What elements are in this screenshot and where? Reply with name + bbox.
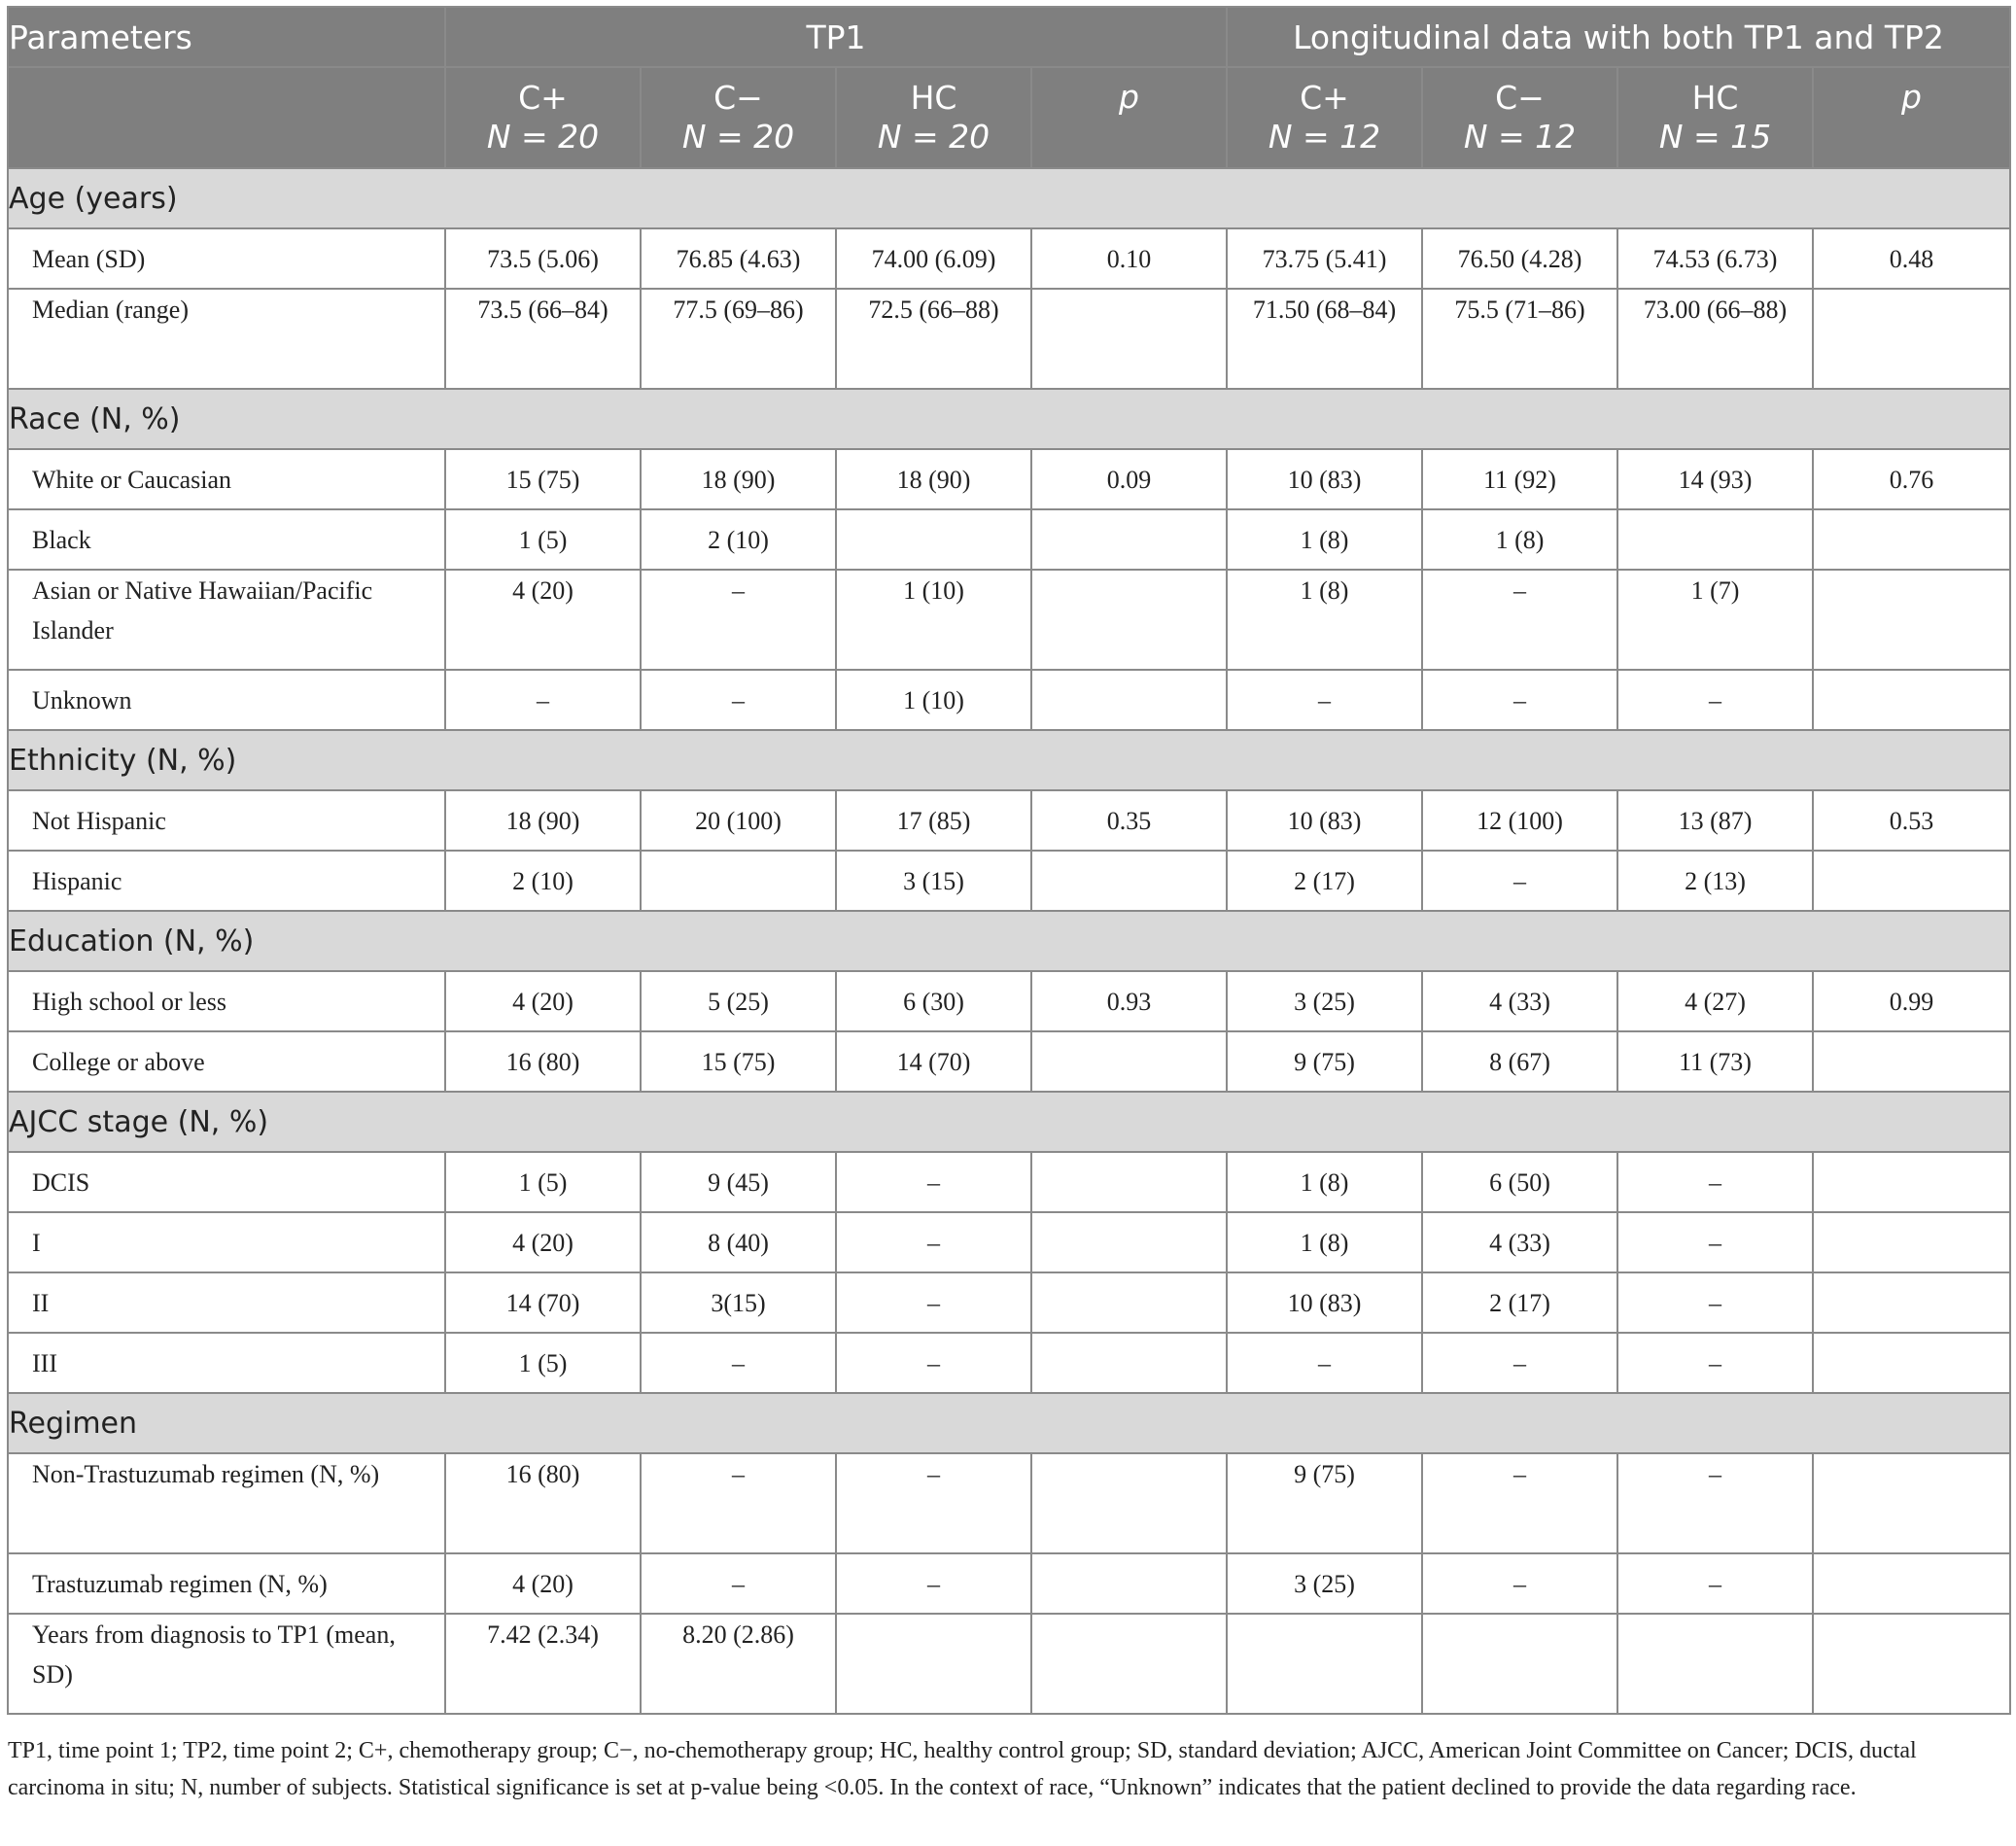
long-value-cell: 71.50 (68–84)	[1227, 289, 1422, 389]
table-row	[8, 1152, 2010, 1212]
tp1-value-cell: 1 (10)	[836, 570, 1031, 670]
group-name: HC	[1691, 79, 1739, 117]
group-name: HC	[910, 79, 957, 117]
tp1-p-value-cell: 0.09	[1031, 449, 1227, 509]
tp1-p-value-cell	[1031, 1272, 1227, 1333]
tp1-value-cell: 17 (85)	[836, 790, 1031, 851]
long-value-cell: 1 (7)	[1617, 570, 1813, 670]
header-row-2	[8, 67, 2010, 168]
long-p-value-cell: 0.99	[1813, 971, 2010, 1031]
tp1-value-cell: –	[641, 570, 836, 670]
tp1-value-cell: –	[836, 1553, 1031, 1614]
tp1-value-cell	[836, 1614, 1031, 1714]
tp1-value-cell: 1 (10)	[836, 670, 1031, 730]
header-longitudinal: Longitudinal data with both TP1 and TP2	[1227, 7, 2010, 67]
tp1-value-cell: 14 (70)	[445, 1272, 641, 1333]
table-row	[8, 1212, 2010, 1272]
tp1-value-cell: –	[445, 670, 641, 730]
section-header-row	[8, 1092, 2010, 1152]
tp1-value-cell: 16 (80)	[445, 1031, 641, 1092]
long-value-cell	[1617, 509, 1813, 570]
long-p-value-cell	[1813, 1333, 2010, 1393]
tp1-value-cell: 4 (20)	[445, 1212, 641, 1272]
tp1-value-cell: 9 (45)	[641, 1152, 836, 1212]
header-empty-cell	[8, 67, 445, 168]
long-value-cell	[1422, 1614, 1617, 1714]
long-value-cell: –	[1617, 1272, 1813, 1333]
row-label: Hispanic	[8, 851, 445, 911]
table-row	[8, 670, 2010, 730]
row-label: Trastuzumab regimen (N, %)	[8, 1553, 445, 1614]
row-label: II	[8, 1272, 445, 1333]
table-row	[8, 570, 2010, 670]
tp1-value-cell: –	[836, 1272, 1031, 1333]
row-label: High school or less	[8, 971, 445, 1031]
tp1-value-cell: –	[641, 1553, 836, 1614]
table-row	[8, 1031, 2010, 1092]
tp1-p-value-cell	[1031, 851, 1227, 911]
long-p-value-cell	[1813, 1553, 2010, 1614]
header-row-1	[8, 7, 2010, 67]
tp1-p-value-cell	[1031, 1453, 1227, 1553]
tp1-p-value-cell: 0.10	[1031, 228, 1227, 289]
long-p-value-cell: 0.76	[1813, 449, 2010, 509]
long-value-cell: 4 (33)	[1422, 971, 1617, 1031]
long-value-cell: 1 (8)	[1227, 570, 1422, 670]
row-label: DCIS	[8, 1152, 445, 1212]
demographics-table	[7, 6, 2011, 1715]
group-n: N = 12	[1268, 118, 1381, 156]
section-header-row	[8, 389, 2010, 449]
long-value-cell: 9 (75)	[1227, 1453, 1422, 1553]
long-value-cell: 75.5 (71–86)	[1422, 289, 1617, 389]
section-title: Ethnicity (N, %)	[8, 730, 2010, 790]
tp1-value-cell: 73.5 (66–84)	[445, 289, 641, 389]
long-p-value-cell: 0.48	[1813, 228, 2010, 289]
tp1-p-value-cell	[1031, 1031, 1227, 1092]
row-label: Mean (SD)	[8, 228, 445, 289]
long-value-cell: –	[1617, 1453, 1813, 1553]
tp1-value-cell: 4 (20)	[445, 971, 641, 1031]
tp1-value-cell: 1 (5)	[445, 509, 641, 570]
tp1-p-value-cell: 0.35	[1031, 790, 1227, 851]
long-value-cell: 11 (73)	[1617, 1031, 1813, 1092]
table-row	[8, 971, 2010, 1031]
tp1-value-cell: 16 (80)	[445, 1453, 641, 1553]
long-value-cell	[1617, 1614, 1813, 1714]
tp1-p-value-cell	[1031, 1333, 1227, 1393]
section-title: Regimen	[8, 1393, 2010, 1453]
group-name: C+	[1300, 79, 1349, 117]
tp1-p-value-cell	[1031, 570, 1227, 670]
row-label: Non-Trastuzumab regimen (N, %)	[8, 1453, 445, 1553]
tp1-value-cell: 73.5 (5.06)	[445, 228, 641, 289]
long-value-cell: 4 (27)	[1617, 971, 1813, 1031]
long-value-cell: 11 (92)	[1422, 449, 1617, 509]
tp1-value-cell: 8 (40)	[641, 1212, 836, 1272]
tp1-value-cell: 20 (100)	[641, 790, 836, 851]
header-tp1: TP1	[445, 7, 1227, 67]
tp1-value-cell: 15 (75)	[641, 1031, 836, 1092]
long-value-cell: 3 (25)	[1227, 971, 1422, 1031]
table-row	[8, 228, 2010, 289]
tp1-p-value-cell	[1031, 1152, 1227, 1212]
tp1-value-cell: 74.00 (6.09)	[836, 228, 1031, 289]
tp1-p-value-cell	[1031, 1614, 1227, 1714]
long-p-value-cell	[1813, 289, 2010, 389]
section-header-row	[8, 911, 2010, 971]
table-row	[8, 289, 2010, 389]
tp1-value-cell: –	[836, 1333, 1031, 1393]
long-value-cell: –	[1617, 1212, 1813, 1272]
tp1-value-cell: 5 (25)	[641, 971, 836, 1031]
long-value-cell: 1 (8)	[1227, 1212, 1422, 1272]
tp1-value-cell: 72.5 (66–88)	[836, 289, 1031, 389]
row-label: Black	[8, 509, 445, 570]
table-footnote: TP1, time point 1; TP2, time point 2; C+, chemotherapy group; C−, no-chemotherapy group; HC, healthy control group; SD, standard deviation; AJCC, American Joint Committee on Cancer; DCIS, ductal carcinoma in situ; N, number of subjects. Statistical significance is set at p-value being <0.05. In the context of race, “Unknown” indicates that the patient declined to provide the data regarding race.	[8, 1738, 1917, 1800]
group-name: C−	[713, 79, 763, 117]
long-value-cell: 12 (100)	[1422, 790, 1617, 851]
header-tp1-cplus	[445, 67, 641, 168]
tp1-value-cell: –	[836, 1152, 1031, 1212]
long-p-value-cell	[1813, 1031, 2010, 1092]
tp1-value-cell: 15 (75)	[445, 449, 641, 509]
table-row	[8, 1453, 2010, 1553]
table-row	[8, 449, 2010, 509]
long-value-cell: –	[1617, 1152, 1813, 1212]
long-value-cell: –	[1422, 851, 1617, 911]
long-value-cell: –	[1422, 1453, 1617, 1553]
long-value-cell: 4 (33)	[1422, 1212, 1617, 1272]
tp1-p-value-cell	[1031, 670, 1227, 730]
long-p-value-cell	[1813, 851, 2010, 911]
long-value-cell: –	[1617, 1553, 1813, 1614]
long-value-cell: –	[1422, 1333, 1617, 1393]
tp1-value-cell: 3(15)	[641, 1272, 836, 1333]
long-value-cell: 1 (8)	[1422, 509, 1617, 570]
long-p-value-cell	[1813, 1152, 2010, 1212]
long-value-cell: 3 (25)	[1227, 1553, 1422, 1614]
long-p-value-cell	[1813, 1212, 2010, 1272]
header-long-cminus	[1422, 67, 1617, 168]
tp1-value-cell: –	[641, 1453, 836, 1553]
section-header-row	[8, 168, 2010, 228]
tp1-p-value-cell	[1031, 289, 1227, 389]
tp1-value-cell: 76.85 (4.63)	[641, 228, 836, 289]
table-row	[8, 790, 2010, 851]
header-parameters: Parameters	[8, 7, 445, 67]
row-label: Asian or Native Hawaiian/Pacific Islander	[8, 570, 445, 670]
long-value-cell: –	[1617, 1333, 1813, 1393]
long-p-value-cell	[1813, 1453, 2010, 1553]
long-p-value-cell	[1813, 670, 2010, 730]
tp1-value-cell: 1 (5)	[445, 1152, 641, 1212]
header-tp1-hc	[836, 67, 1031, 168]
long-value-cell: 8 (67)	[1422, 1031, 1617, 1092]
table-row	[8, 851, 2010, 911]
long-value-cell: 14 (93)	[1617, 449, 1813, 509]
row-label: I	[8, 1212, 445, 1272]
tp1-value-cell: 7.42 (2.34)	[445, 1614, 641, 1714]
tp1-value-cell: 4 (20)	[445, 570, 641, 670]
tp1-value-cell: 8.20 (2.86)	[641, 1614, 836, 1714]
tp1-value-cell: 3 (15)	[836, 851, 1031, 911]
long-value-cell: –	[1617, 670, 1813, 730]
section-title: Race (N, %)	[8, 389, 2010, 449]
section-title: Age (years)	[8, 168, 2010, 228]
long-value-cell: 6 (50)	[1422, 1152, 1617, 1212]
header-long-p: p	[1813, 67, 2010, 168]
long-value-cell: 13 (87)	[1617, 790, 1813, 851]
header-tp1-cminus	[641, 67, 836, 168]
long-value-cell: –	[1422, 570, 1617, 670]
table-row	[8, 1333, 2010, 1393]
section-header-row	[8, 1393, 2010, 1453]
tp1-p-value-cell	[1031, 509, 1227, 570]
tp1-value-cell: 77.5 (69–86)	[641, 289, 836, 389]
tp1-value-cell: 18 (90)	[836, 449, 1031, 509]
header-long-cplus	[1227, 67, 1422, 168]
long-p-value-cell	[1813, 1614, 2010, 1714]
long-value-cell: 76.50 (4.28)	[1422, 228, 1617, 289]
long-value-cell: –	[1227, 670, 1422, 730]
long-value-cell: 10 (83)	[1227, 449, 1422, 509]
row-label: Years from diagnosis to TP1 (mean, SD)	[8, 1614, 445, 1714]
table-row	[8, 1272, 2010, 1333]
tp1-value-cell: 2 (10)	[445, 851, 641, 911]
group-name: C+	[518, 79, 568, 117]
section-title: AJCC stage (N, %)	[8, 1092, 2010, 1152]
long-value-cell: –	[1422, 670, 1617, 730]
long-p-value-cell	[1813, 509, 2010, 570]
tp1-value-cell: 4 (20)	[445, 1553, 641, 1614]
tp1-p-value-cell	[1031, 1553, 1227, 1614]
row-label: College or above	[8, 1031, 445, 1092]
long-value-cell: –	[1227, 1333, 1422, 1393]
long-value-cell: 73.75 (5.41)	[1227, 228, 1422, 289]
long-value-cell: 2 (17)	[1227, 851, 1422, 911]
tp1-value-cell	[836, 509, 1031, 570]
tp1-value-cell: 6 (30)	[836, 971, 1031, 1031]
long-value-cell: 9 (75)	[1227, 1031, 1422, 1092]
row-label: Median (range)	[8, 289, 445, 389]
row-label: Not Hispanic	[8, 790, 445, 851]
tp1-p-value-cell: 0.93	[1031, 971, 1227, 1031]
tp1-value-cell: 18 (90)	[445, 790, 641, 851]
tp1-value-cell: –	[641, 670, 836, 730]
tp1-value-cell: –	[641, 1333, 836, 1393]
group-n: N = 20	[681, 118, 795, 156]
table-row	[8, 1553, 2010, 1614]
tp1-p-value-cell	[1031, 1212, 1227, 1272]
tp1-value-cell: 1 (5)	[445, 1333, 641, 1393]
row-label: White or Caucasian	[8, 449, 445, 509]
long-value-cell: –	[1422, 1553, 1617, 1614]
long-p-value-cell: 0.53	[1813, 790, 2010, 851]
group-n: N = 20	[877, 118, 991, 156]
long-value-cell: 73.00 (66–88)	[1617, 289, 1813, 389]
long-value-cell: 2 (17)	[1422, 1272, 1617, 1333]
header-long-hc	[1617, 67, 1813, 168]
long-value-cell: 10 (83)	[1227, 1272, 1422, 1333]
row-label: Unknown	[8, 670, 445, 730]
group-name: C−	[1495, 79, 1545, 117]
tp1-value-cell: –	[836, 1212, 1031, 1272]
group-n: N = 15	[1658, 118, 1772, 156]
section-title: Education (N, %)	[8, 911, 2010, 971]
header-tp1-p: p	[1031, 67, 1227, 168]
tp1-value-cell: –	[836, 1453, 1031, 1553]
group-n: N = 20	[486, 118, 600, 156]
table-row	[8, 1614, 2010, 1714]
table-row	[8, 509, 2010, 570]
long-value-cell: 74.53 (6.73)	[1617, 228, 1813, 289]
group-n: N = 12	[1463, 118, 1577, 156]
long-value-cell: 10 (83)	[1227, 790, 1422, 851]
section-header-row	[8, 730, 2010, 790]
tp1-value-cell: 18 (90)	[641, 449, 836, 509]
long-value-cell: 1 (8)	[1227, 1152, 1422, 1212]
row-label: III	[8, 1333, 445, 1393]
long-p-value-cell	[1813, 570, 2010, 670]
long-value-cell	[1227, 1614, 1422, 1714]
tp1-value-cell: 14 (70)	[836, 1031, 1031, 1092]
tp1-value-cell	[641, 851, 836, 911]
long-value-cell: 1 (8)	[1227, 509, 1422, 570]
long-value-cell: 2 (13)	[1617, 851, 1813, 911]
long-p-value-cell	[1813, 1272, 2010, 1333]
tp1-value-cell: 2 (10)	[641, 509, 836, 570]
